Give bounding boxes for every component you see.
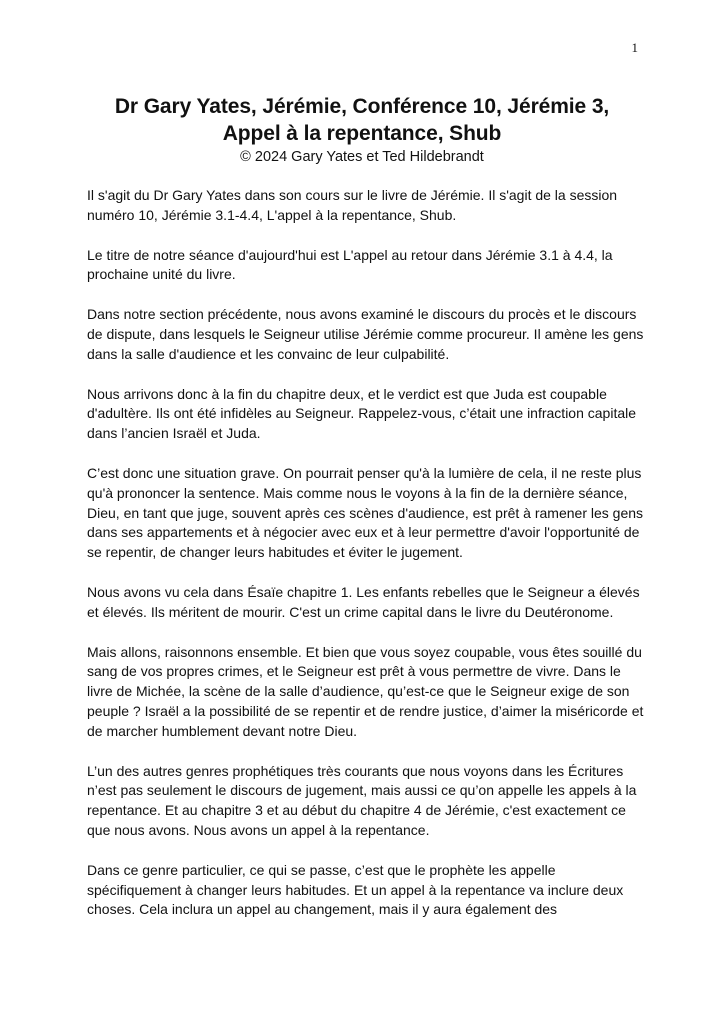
- paragraph-4: Nous arrivons donc à la fin du chapitre deux, et le verdict est que Juda est coupable d'adultère. Ils ont été infidèles au Seigneur. Rappelez-vous, c’était une infraction capitale dans l’ancien Israël et Juda.: [87, 385, 637, 442]
- paragraph-9: Dans ce genre particulier, ce qui se passe, c’est que le prophète les appelle spécifiquement à changer leurs habitudes. Et un appel à la repentance va inclure deux choses. Cela inclura un appel au changement, mais il y aura également des: [87, 861, 624, 918]
- paragraph-6: Nous avons vu cela dans Ésaïe chapitre 1. Les enfants rebelles que le Seigneur a élevés et élevés. Ils méritent de mourir. C'est un crime capital dans le livre du Deutéronome.: [87, 583, 640, 620]
- document-title: [40, 93, 684, 147]
- copyright-line: © 2024 Gary Yates et Ted Hildebrandt: [240, 149, 484, 165]
- paragraph-8: L’un des autres genres prophétiques très courants que nous voyons dans les Écritures n’est pas seulement le discours de jugement, mais aussi ce qu’on appelle les appels à la repentance. Et au chapitre 3 et au début du chapitre 4 de Jérémie, c'est exactement ce que nous avons. Nous avons un appel à la repentance.: [87, 762, 637, 838]
- paragraph-7: Mais allons, raisonnons ensemble. Et bien que vous soyez coupable, vous êtes souillé du sang de vos propres crimes, et le Seigneur est prêt à vous permettre de vivre. Dans le livre de Michée, la scène de la salle d’audience, qu’est-ce que le Seigneur exige de son peuple ? Israël a la possibilité de se repentir et de rendre justice, d’aimer la miséricorde et de marcher humblement devant notre Dieu.: [87, 643, 644, 739]
- body-text: [87, 186, 649, 940]
- page-number: 1: [631, 40, 638, 55]
- title-line-1: Dr Gary Yates, Jérémie, Conférence 10, Jérémie 3,: [114, 95, 610, 118]
- title-line-2: Appel à la repentance, Shub: [222, 122, 502, 145]
- paragraph-2: Le titre de notre séance d'aujourd'hui est L'appel au retour dans Jérémie 3.1 à 4.4, la prochaine unité du livre.: [87, 246, 613, 283]
- paragraph-3: Dans notre section précédente, nous avons examiné le discours du procès et le discours de dispute, dans lesquels le Seigneur utilise Jérémie comme procureur. Il amène les gens dans la salle d'audience et les convainc de leur culpabilité.: [87, 306, 644, 362]
- paragraph-5: C’est donc une situation grave. On pourrait penser qu'à la lumière de cela, il ne reste plus qu'à prononcer la sentence. Mais comme nous le voyons à la fin de la dernière séance, Dieu, en tant que juge, souvent après ces scènes d'audience, est prêt à ramener les gens dans ses appartements et à négocier avec eux et à leur permettre d'avoir l'opportunité de se repentir, de changer leurs habitudes et éviter le jugement.: [87, 464, 644, 561]
- paragraph-1: Il s'agit du Dr Gary Yates dans son cours sur le livre de Jérémie. Il s'agit de la session numéro 10, Jérémie 3.1-4.4, L'appel à la repentance, Shub.: [87, 187, 618, 223]
